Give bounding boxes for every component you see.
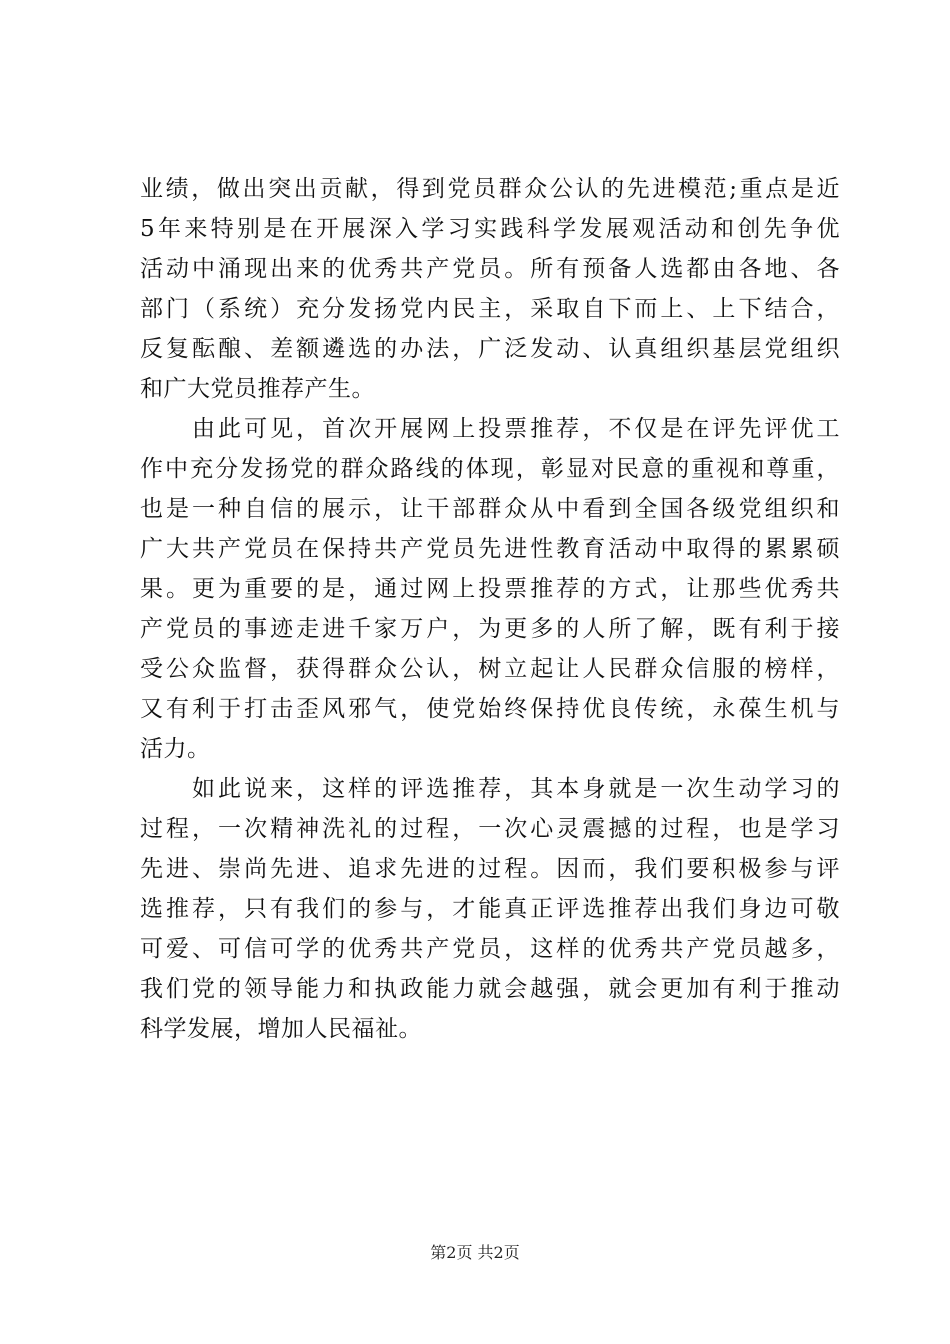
text-line: 活力。 [140, 736, 211, 762]
text-line: 选推荐，只有我们的参与，才能真正评选推荐出我们身边可敬 [140, 896, 840, 922]
text-line: 5年来特别是在开展深入学习实践科学发展观活动和创先争优 [140, 216, 840, 242]
text-line: 广大共产党员在保持共产党员先进性教育活动中取得的累累硕 [140, 536, 840, 562]
text-line: 受公众监督，获得群众公认，树立起让人民群众信服的榜样， [140, 656, 840, 682]
text-line: 我们党的领导能力和执政能力就会越强，就会更加有利于推动 [140, 976, 840, 1002]
text-line: 如此说来，这样的评选推荐，其本身就是一次生动学习的 [140, 776, 840, 802]
text-line: 先进、崇尚先进、追求先进的过程。因而，我们要积极参与评 [140, 856, 840, 882]
page-footer [0, 1242, 950, 1264]
text-line: 可爱、可信可学的优秀共产党员，这样的优秀共产党员越多， [140, 936, 840, 962]
text-line: 又有利于打击歪风邪气，使党始终保持优良传统，永葆生机与 [140, 696, 840, 722]
text-line: 科学发展，增加人民福祉。 [140, 1016, 422, 1042]
text-line: 反复酝酿、差额遴选的办法，广泛发动、认真组织基层党组织 [140, 336, 840, 362]
text-line: 也是一种自信的展示，让干部群众从中看到全国各级党组织和 [140, 496, 840, 522]
text-line: 部门（系统）充分发扬党内民主，采取自下而上、上下结合， [140, 296, 840, 322]
text-line: 作中充分发扬党的群众路线的体现，彰显对民意的重视和尊重， [140, 456, 840, 482]
text-line: 果。更为重要的是，通过网上投票推荐的方式，让那些优秀共 [140, 576, 840, 602]
text-line: 业绩，做出突出贡献，得到党员群众公认的先进模范;重点是近 [140, 176, 840, 202]
text-line: 产党员的事迹走进千家万户，为更多的人所了解，既有利于接 [140, 616, 840, 642]
text-line: 和广大党员推荐产生。 [140, 376, 375, 402]
text-line: 由此可见，首次开展网上投票推荐，不仅是在评先评优工 [140, 416, 840, 442]
text-line: 过程，一次精神洗礼的过程，一次心灵震撼的过程，也是学习 [140, 816, 840, 842]
document-body [140, 169, 840, 1049]
text-line: 活动中涌现出来的优秀共产党员。所有预备人选都由各地、各 [140, 256, 840, 282]
page-number-label: 第2页 共2页 [430, 1243, 520, 1262]
